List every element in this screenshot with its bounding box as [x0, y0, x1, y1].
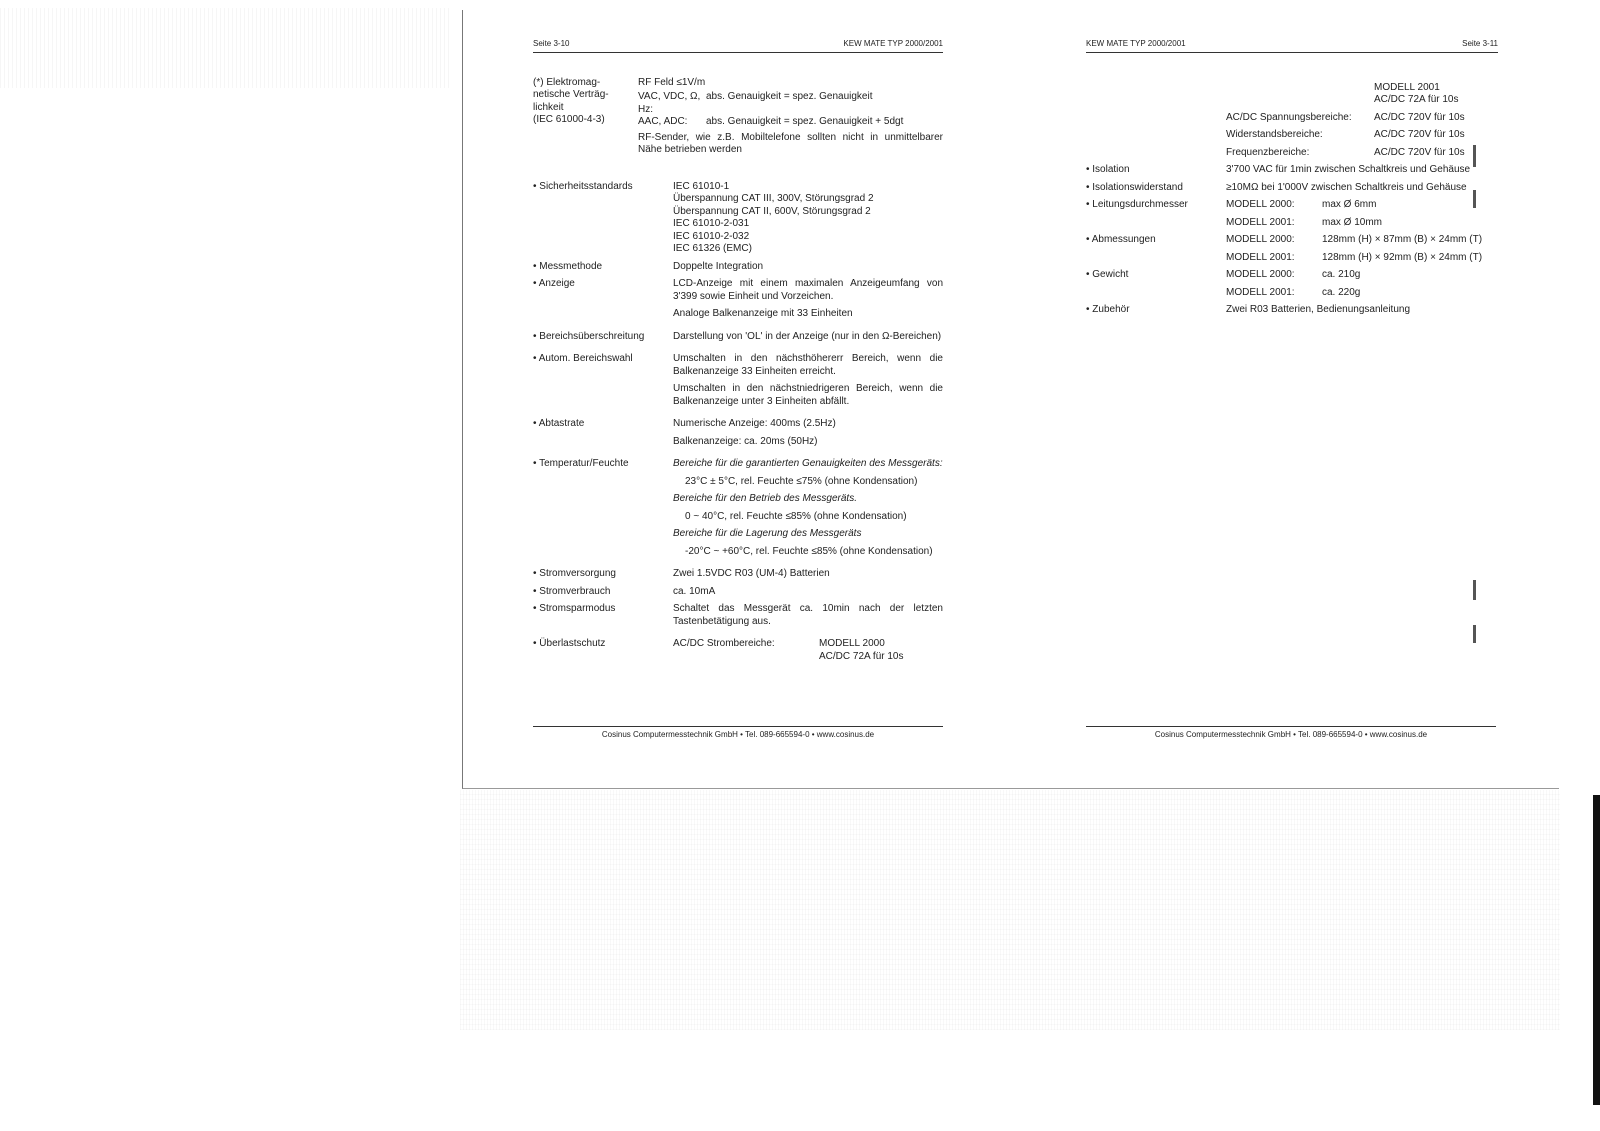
spec-row: • Anzeige LCD-Anzeige mit einem maximalen Anzeigeumfang von 3'399 sowie Einheit und Vorzeichen. Analoge Balkenanzeige mit 33 Einheiten — [533, 278, 943, 326]
page-number: Seite 3-11 — [1462, 39, 1498, 48]
spec-row-overload: • Überlastschutz AC/DC Strombereiche: MODELL 2000 AC/DC 72A für 10s — [533, 638, 904, 662]
spec-row: • Isolation 3'700 VAC für 1min zwischen Schaltkreis und Gehäuse — [1086, 164, 1471, 175]
spec-label: • Autom. Bereichswahl — [533, 353, 633, 364]
spec-label: • Stromverbrauch — [533, 585, 611, 597]
spec-row-accessories: • Zubehör Zwei R03 Batterien, Bedienungsanleitung — [1086, 304, 1411, 315]
spec-label: • Stromversorgung — [533, 568, 616, 579]
spec-row-weight: • Gewicht MODELL 2000: ca. 210g MODELL 2001: ca. 220g — [1086, 269, 1361, 298]
page-number: Seite 3-10 — [533, 39, 570, 48]
page-header — [1086, 38, 1498, 53]
range-row: AC/DC Spannungsbereiche: AC/DC 720V für 10s — [1226, 111, 1465, 123]
spec-row: • Bereichsüberschreitung Darstellung von 'OL' in der Anzeige (nur in den Ω-Bereichen) — [533, 331, 943, 349]
right-page — [1086, 38, 1498, 739]
spec-label: • Zubehör — [1086, 304, 1130, 315]
scan-edge-bar — [1593, 795, 1600, 1105]
spec-row: • Stromversorgung Zwei 1.5VDC R03 (UM-4) Batterien — [533, 568, 830, 579]
scan-noise-top — [0, 8, 450, 88]
spec-label: • Messmethode — [533, 260, 603, 272]
emc-section — [533, 77, 943, 162]
range-row: Widerstandsbereiche: AC/DC 720V für 10s — [1226, 129, 1465, 140]
emc-rf-field: RF Feld ≤1V/m — [638, 76, 706, 88]
spec-row-temperature: • Temperatur/Feuchte Bereiche für die garantierten Genauigkeiten des Messgeräts: 23°C ± 5°C, rel. Feuchte ≤75% (ohne Kondensation) Bereiche für den Betrieb des Messgeräts. 0 ~ 40°C, rel. Feuchte ≤85% (ohne Kondensation) Bereiche für die Lagerung des Messgeräts -20°C ~ +60°C, rel. Feuchte ≤85% (ohne Kondensation) — [533, 458, 943, 563]
spec-label: • Isolation — [1086, 164, 1130, 175]
spec-label: • Abmessungen — [1086, 234, 1156, 245]
binding-mark — [1473, 625, 1476, 643]
spec-label: • Temperatur/Feuchte — [533, 458, 629, 469]
page-footer: Cosinus Computermesstechnik GmbH • Tel. 089-665594-0 • www.cosinus.de — [533, 726, 943, 742]
spec-label: • Gewicht — [1086, 269, 1129, 280]
spec-row: • Abtastrate Numerische Anzeige: 400ms (2.5Hz) Balkenanzeige: ca. 20ms (50Hz) — [533, 418, 943, 453]
spec-label: • Abtastrate — [533, 418, 585, 429]
spec-label: • Isolationswiderstand — [1086, 181, 1183, 193]
spec-label: • Anzeige — [533, 278, 575, 289]
spec-row: • Autom. Bereichswahl Umschalten in den nächsthöhererr Bereich, wenn die Balkenanzeige 33 Einheiten erreicht. Umschalten in den nächstniedrigeren Bereich, wenn die Balkenanzeige unter 3 Einheiten abfällt. — [533, 353, 943, 413]
spec-row: • Messmethode Doppelte Integration — [533, 260, 764, 272]
binding-mark — [1473, 580, 1476, 600]
scan-noise-bottom — [460, 790, 1560, 1030]
range-row: Frequenzbereiche: AC/DC 720V für 10s — [1226, 146, 1465, 158]
scanned-sheet — [462, 10, 1559, 789]
spec-row: • Stromsparmodus Schaltet das Messgerät ca. 10min nach der letzten Tastenbetätigung aus. — [533, 603, 943, 633]
spec-label: • Leitungsdurchmesser — [1086, 199, 1188, 210]
left-page — [533, 38, 943, 739]
spec-row: • Isolationswiderstand ≥10MΩ bei 1'000V zwischen Schaltkreis und Gehäuse — [1086, 181, 1467, 193]
emc-row: AAC, ADC: abs. Genauigkeit = spez. Genauigkeit + 5dgt — [638, 116, 904, 127]
spec-label: • Überlastschutz — [533, 638, 606, 649]
spec-label: • Stromsparmodus — [533, 603, 616, 614]
spec-label: • Sicherheitsstandards — [533, 180, 633, 192]
spec-row: • Sicherheitsstandards IEC 61010-1 Überspannung CAT III, 300V, Störungsgrad 2 Überspannung CAT II, 600V, Störungsgrad 2 IEC 61010-2-031 IEC 61010-2-032 IEC 61326 (EMC) — [533, 180, 874, 254]
spec-row-dimensions: • Abmessungen MODELL 2000: 128mm (H) × 87mm (B) × 24mm (T) MODELL 2001: 128mm (H) × 92mm (B) × 24mm (T) — [1086, 234, 1483, 263]
emc-label: (*) Elektromag- netische Verträg- lichkeit (IEC 61000-4-3) — [533, 76, 609, 125]
spec-row-conductor: • Leitungsdurchmesser MODELL 2000: max Ø 6mm MODELL 2001: max Ø 10mm — [1086, 199, 1383, 228]
spec-label: • Bereichsüberschreitung — [533, 330, 645, 342]
emc-note: RF-Sender, wie z.B. Mobiltelefone sollten nicht in unmittelbarer Nähe betrieben werden — [638, 131, 943, 155]
spec-row: • Stromverbrauch ca. 10mA — [533, 585, 716, 597]
document-title: KEW MATE TYP 2000/2001 — [1086, 39, 1186, 48]
model-2001-heading: MODELL 2001 AC/DC 72A für 10s — [1374, 81, 1459, 105]
page-header — [533, 38, 943, 53]
document-title: KEW MATE TYP 2000/2001 — [843, 39, 943, 48]
emc-row: VAC, VDC, Ω, Hz: abs. Genauigkeit = spez. Genauigkeit — [638, 91, 873, 115]
page-footer: Cosinus Computermesstechnik GmbH • Tel. 089-665594-0 • www.cosinus.de — [1086, 726, 1496, 742]
